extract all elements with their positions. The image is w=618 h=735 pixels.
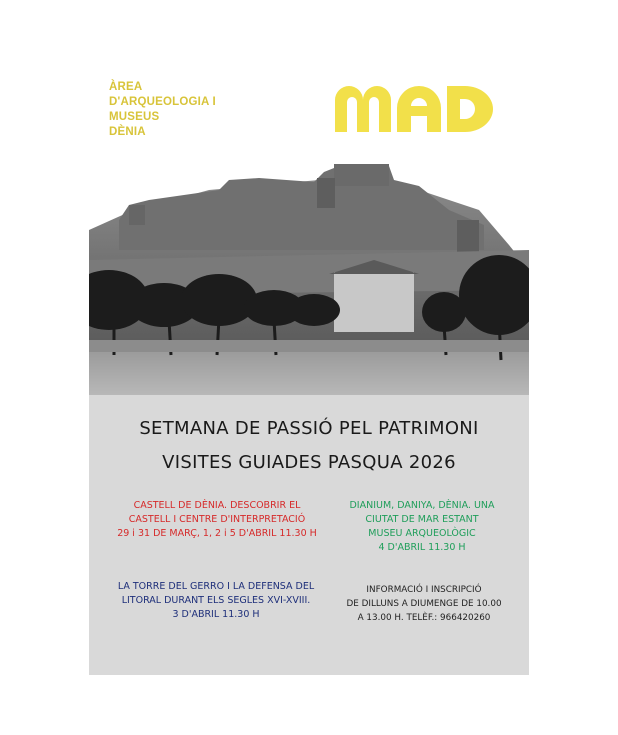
info-contact-line: INFORMACIÓ I INSCRIPCIÓ bbox=[366, 585, 482, 595]
info-panel bbox=[89, 395, 529, 675]
area-title bbox=[109, 80, 216, 140]
info-contact-line: A 13.00 H. TELÈF.: 966420260 bbox=[357, 613, 491, 623]
event-dianium-line: CIUTAT DE MAR ESTANT bbox=[365, 514, 479, 525]
event-castell-line: 29 i 31 DE MARÇ, 1, 2 i 5 D'ABRIL 11.30 H bbox=[117, 528, 317, 539]
area-title-line: D'ARQUEOLOGIA I bbox=[109, 96, 216, 108]
event-dianium-line: MUSEU ARQUEOLÒGIC bbox=[368, 528, 476, 539]
info-contact-line: DE DILLUNS A DIUMENGE DE 10.00 bbox=[346, 599, 502, 609]
area-title-line: ÀREA bbox=[109, 81, 143, 93]
info-contact bbox=[329, 583, 519, 625]
event-torre bbox=[111, 580, 321, 622]
event-dianium bbox=[327, 499, 517, 555]
event-torre-line: 3 D'ABRIL 11.30 H bbox=[172, 609, 260, 620]
area-title-line: MUSEUS bbox=[109, 111, 160, 123]
event-castell-line: CASTELL DE DÈNIA. DESCOBRIR EL bbox=[133, 500, 301, 511]
event-dianium-line: 4 D'ABRIL 11.30 H bbox=[378, 542, 466, 553]
event-castell bbox=[117, 499, 317, 541]
event-torre-line: LITORAL DURANT ELS SEGLES XVI-XVIII. bbox=[121, 595, 311, 606]
area-title-line: DÈNIA bbox=[109, 126, 146, 138]
mad-logo bbox=[335, 86, 495, 132]
castle-photo bbox=[89, 150, 529, 395]
headline-line-1: SETMANA DE PASSIÓ PEL PATRIMONI bbox=[139, 418, 479, 439]
headline-line-2: VISITES GUIADES PASQUA 2026 bbox=[162, 452, 456, 473]
event-dianium-line: DIANIUM, DANIYA, DÈNIA. UNA bbox=[349, 500, 495, 511]
event-castell-line: CASTELL I CENTRE D'INTERPRETACIÓ bbox=[128, 514, 306, 525]
castle-photo-icon bbox=[89, 150, 529, 395]
event-torre-line: LA TORRE DEL GERRO I LA DEFENSA DEL bbox=[117, 581, 315, 592]
